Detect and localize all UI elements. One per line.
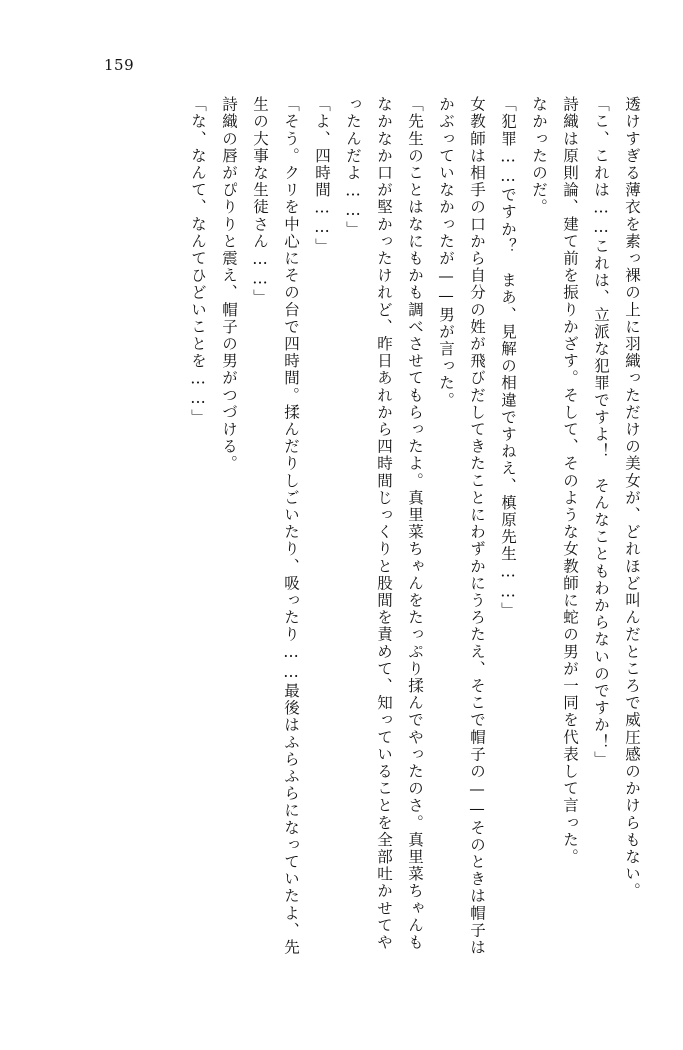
paragraph: 女教師は相手の口から自分の姓が飛びだしてきたことにわずかにうろたえ、そこで帽子の——そのときは帽子はかぶっていなかったが——男が言った。	[437, 96, 486, 956]
page-text-body	[47, 96, 647, 956]
page-number: 159	[104, 56, 135, 74]
paragraph: 詩織の唇がぴりりと震え、帽子の男がつづける。	[220, 96, 238, 473]
paragraph: 透けすぎる薄衣を素っ裸の上に羽織っただけの美女が、どれほど叫んだところで威圧感のかけらもない。	[623, 96, 641, 900]
paragraph: 「そう。クリを中心にその台で四時間。揉んだりしごいたり、吸ったり……最後はふらふらになっていたよ、先生の大事な生徒さん……」	[251, 96, 300, 956]
paragraph: 「こ、これは……これは、立派な犯罪ですよ！ そんなこともわからないのですか！」	[592, 96, 610, 768]
paragraph: なかったのだ。	[530, 96, 548, 216]
paragraph: 「な、なんて、なんてひどいことを……」	[189, 96, 207, 426]
paragraph: 詩織は原則論、建て前を振りかざす。そして、そのような女教師に蛇の男が一同を代表して言った。	[561, 96, 579, 866]
paragraph: 「先生のことはなにもかも調べさせてもらったよ。真里菜ちゃんをたっぷり揉んでやったのさ。真里菜ちゃんもなかなか口が堅かったけれど、昨日あれから四時間じっくりと股間を責めて、知っていることを全部吐かせてやったんだよ……」	[344, 96, 424, 951]
paragraph: 「よ、四時間……」	[313, 96, 331, 255]
paragraph: 「犯罪……ですか？ まあ、見解の相違ですねえ、槙原先生……」	[499, 96, 517, 619]
